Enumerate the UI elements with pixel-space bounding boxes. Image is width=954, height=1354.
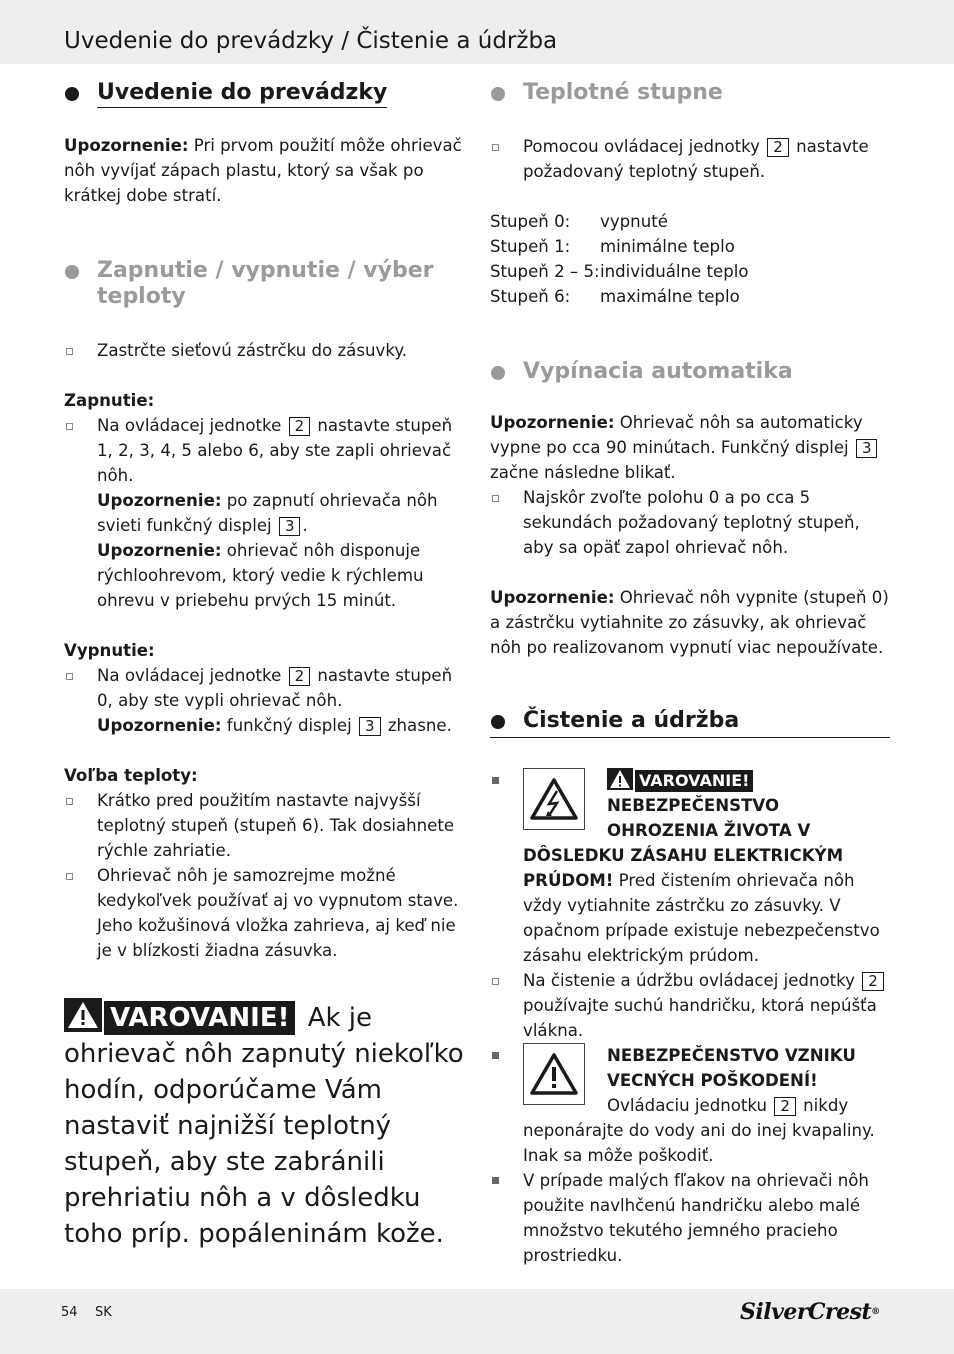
- level-value: minimálne teplo: [600, 237, 735, 256]
- note-label: Upozornenie:: [97, 491, 222, 510]
- list-item: [490, 968, 890, 1043]
- list-item: [64, 413, 464, 613]
- bullet-dot-icon: [491, 366, 505, 380]
- note-text: Ohrievač nôh vypnite (stupeň 0) a zástrčku vytiahnite zo zásuvky, ak ohrievač nôh po realizovanom vypnutí viac nepoužívate.: [490, 588, 889, 657]
- note-text: funkčný displej: [221, 716, 352, 735]
- item-text: Na ovládacej jednotke: [97, 666, 282, 685]
- list-item: [64, 338, 464, 363]
- item-text: Ovládaciu jednotku: [607, 1096, 768, 1115]
- language-code: SK: [95, 1305, 112, 1320]
- warning-triangle-icon: [64, 998, 102, 1032]
- list-item: [64, 663, 464, 738]
- heading-text: Uvedenie do prevádzky: [97, 80, 387, 108]
- section-heading-auto-off: [490, 359, 890, 385]
- logo-text: SilverCrest: [740, 1299, 872, 1325]
- note-text: .: [302, 516, 308, 535]
- warning-triangle-icon: [607, 768, 633, 790]
- item-text: Pred čistením ohrievača nôh vždy vytiahnite zástrčku zo zásuvky. V opačnom prípade existuje nebezpečenstvo zásahu elektrickým prúdom.: [523, 871, 880, 965]
- note-text: Pri prvom použití môže ohrievač nôh vyvíjať zápach plastu, ktorý sa však po krátkej dobe stratí.: [64, 136, 462, 205]
- level-key: Stupeň 6:: [490, 287, 571, 306]
- section-heading-commissioning: [64, 80, 464, 106]
- note-label: Upozornenie:: [64, 136, 189, 155]
- checkbox-bullet-icon: [492, 144, 499, 151]
- heading-text: Vypínacia automatika: [523, 359, 793, 384]
- list-item: [64, 788, 464, 863]
- item-text: Krátko pred použitím nastavte najvyšší teplotný stupeň (stupeň 6). Tak dosiahnete rýchle zahriatie.: [97, 791, 455, 860]
- note-label: Upozornenie:: [97, 541, 222, 560]
- paragraph-note: [64, 133, 464, 208]
- part-number-badge: 2: [774, 1097, 796, 1116]
- list-item: [490, 485, 890, 560]
- level-key: Stupeň 1:: [490, 237, 571, 256]
- checkbox-bullet-icon: [66, 798, 73, 805]
- checkbox-bullet-icon: [492, 978, 499, 985]
- checkbox-bullet-icon: [66, 673, 73, 680]
- level-value: maximálne teplo: [600, 287, 740, 306]
- level-key: Stupeň 0:: [490, 212, 571, 231]
- item-text: Na ovládacej jednotke: [97, 416, 282, 435]
- page-title: Uvedenie do prevádzky / Čistenie a údržba: [64, 28, 558, 54]
- heading-text: Zapnutie / vypnutie / výber teploty: [97, 258, 434, 309]
- list-item: [490, 1043, 890, 1168]
- bullet-dot-icon: [491, 715, 505, 729]
- level-value: vypnuté: [600, 212, 668, 231]
- note-text: Ohrievač nôh sa automaticky vypne po cca 90 minútach. Funkčný displej: [490, 413, 863, 457]
- item-text: V prípade malých fľakov na ohrievači nôh použite navlhčenú handričku alebo malé množstvo tekutého jemného pracieho prostriedku.: [523, 1171, 869, 1265]
- heading-text: Čistenie a údržba: [523, 708, 740, 733]
- part-number-badge: 2: [289, 667, 311, 686]
- left-column: [64, 80, 464, 1252]
- electric-hazard-icon: [523, 768, 585, 830]
- item-text: používajte suchú handričku, ktorá nepúšťa vlákna.: [523, 996, 877, 1040]
- paragraph-note: [490, 585, 890, 660]
- part-number-badge: 2: [767, 138, 789, 157]
- item-text: nastavte požadovaný teplotný stupeň.: [523, 137, 869, 181]
- section-heading-on-off: [64, 258, 464, 310]
- paragraph-note: [490, 410, 890, 485]
- item-text: nikdy neponárajte do vody ani do inej kvapaliny. Inak sa môže poškodiť.: [523, 1096, 875, 1165]
- part-number-badge: 3: [279, 517, 301, 536]
- section-heading-temperature-levels: [490, 80, 890, 106]
- part-number-badge: 3: [359, 717, 381, 736]
- square-bullet-icon: [492, 1052, 499, 1059]
- bullet-dot-icon: [491, 87, 505, 101]
- brand-logo: [740, 1296, 880, 1328]
- square-bullet-icon: [492, 777, 499, 784]
- subheading-temperature-select: Voľba teploty:: [64, 766, 198, 785]
- note-label: Upozornenie:: [490, 588, 615, 607]
- level-value: individuálne teplo: [600, 262, 749, 281]
- warning-text: Ak je ohrievač nôh zapnutý niekoľko hodín, odporúčame Vám nastaviť najnižší teplotný stupeň, aby ste zabránili prehriatiu nôh a v dôsledku toho príp. popáleninám kože.: [64, 1003, 464, 1249]
- note-text: zhasne.: [387, 716, 452, 735]
- item-text: Zastrčte sieťovú zástrčku do zásuvky.: [97, 341, 408, 360]
- right-column: [490, 80, 890, 1268]
- caution-triangle-icon: [523, 1043, 585, 1105]
- warning-heading: NEBEZPEČENSTVO OHROZENIA ŽIVOTA V DÔSLEDKU ZÁSAHU ELEKTRICKÝM PRÚDOM!: [523, 796, 844, 890]
- note-label: Upozornenie:: [490, 413, 615, 432]
- part-number-badge: 2: [862, 972, 884, 991]
- item-text: Najskôr zvoľte polohu 0 a po cca 5 sekundách požadovaný teplotný stupeň, aby sa opäť zapol ohrievač nôh.: [523, 488, 860, 557]
- heading-text: Teplotné stupne: [523, 80, 723, 105]
- square-bullet-icon: [492, 1177, 499, 1184]
- list-item: [490, 1168, 890, 1268]
- part-number-badge: 2: [289, 417, 311, 436]
- item-text: Pomocou ovládacej jednotky: [523, 137, 760, 156]
- note-text: po zapnutí ohrievača nôh svieti funkčný displej: [97, 491, 438, 535]
- level-key: Stupeň 2 – 5:: [490, 262, 600, 281]
- checkbox-bullet-icon: [66, 348, 73, 355]
- checkbox-bullet-icon: [66, 873, 73, 880]
- section-heading-cleaning: [490, 708, 890, 738]
- list-item: [490, 768, 890, 968]
- checkbox-bullet-icon: [492, 495, 499, 502]
- list-item: [490, 134, 890, 184]
- page-number: 54: [61, 1305, 78, 1320]
- item-text: nastavte stupeň 1, 2, 3, 4, 5 alebo 6, aby ste zapli ohrievač nôh.: [97, 416, 453, 485]
- part-number-badge: 3: [856, 439, 878, 458]
- warning-label: VAROVANIE!: [635, 770, 753, 792]
- subheading-off: Vypnutie:: [64, 641, 155, 660]
- checkbox-bullet-icon: [66, 423, 73, 430]
- bullet-dot-icon: [65, 87, 79, 101]
- registered-mark: ®: [871, 1307, 880, 1317]
- warning-heading: NEBEZPEČENSTVO VZNIKU VECNÝCH POŠKODENÍ!: [607, 1046, 856, 1090]
- item-text: Ohrievač nôh je samozrejme možné kedykoľvek používať aj vo vypnutom stave. Jeho kožušinová vložka zahrieva, aj keď nie je v blízkosti žiadna zásuvka.: [97, 866, 459, 960]
- note-text: začne následne blikať.: [490, 463, 676, 482]
- note-text: ohrievač nôh disponuje rýchloohrevom, ktorý vedie k rýchlemu ohrevu v priebehu prvých 15 minút.: [97, 541, 424, 610]
- item-text: nastavte stupeň 0, aby ste vypli ohrievač nôh.: [97, 666, 453, 710]
- item-text: Na čistenie a údržbu ovládacej jednotky: [523, 971, 855, 990]
- subheading-on: Zapnutie:: [64, 391, 155, 410]
- bullet-dot-icon: [65, 265, 79, 279]
- list-item: [64, 863, 464, 963]
- levels-table: [490, 209, 890, 309]
- note-label: Upozornenie:: [97, 716, 222, 735]
- big-warning: [64, 998, 464, 1252]
- warning-label: VAROVANIE!: [104, 1001, 295, 1035]
